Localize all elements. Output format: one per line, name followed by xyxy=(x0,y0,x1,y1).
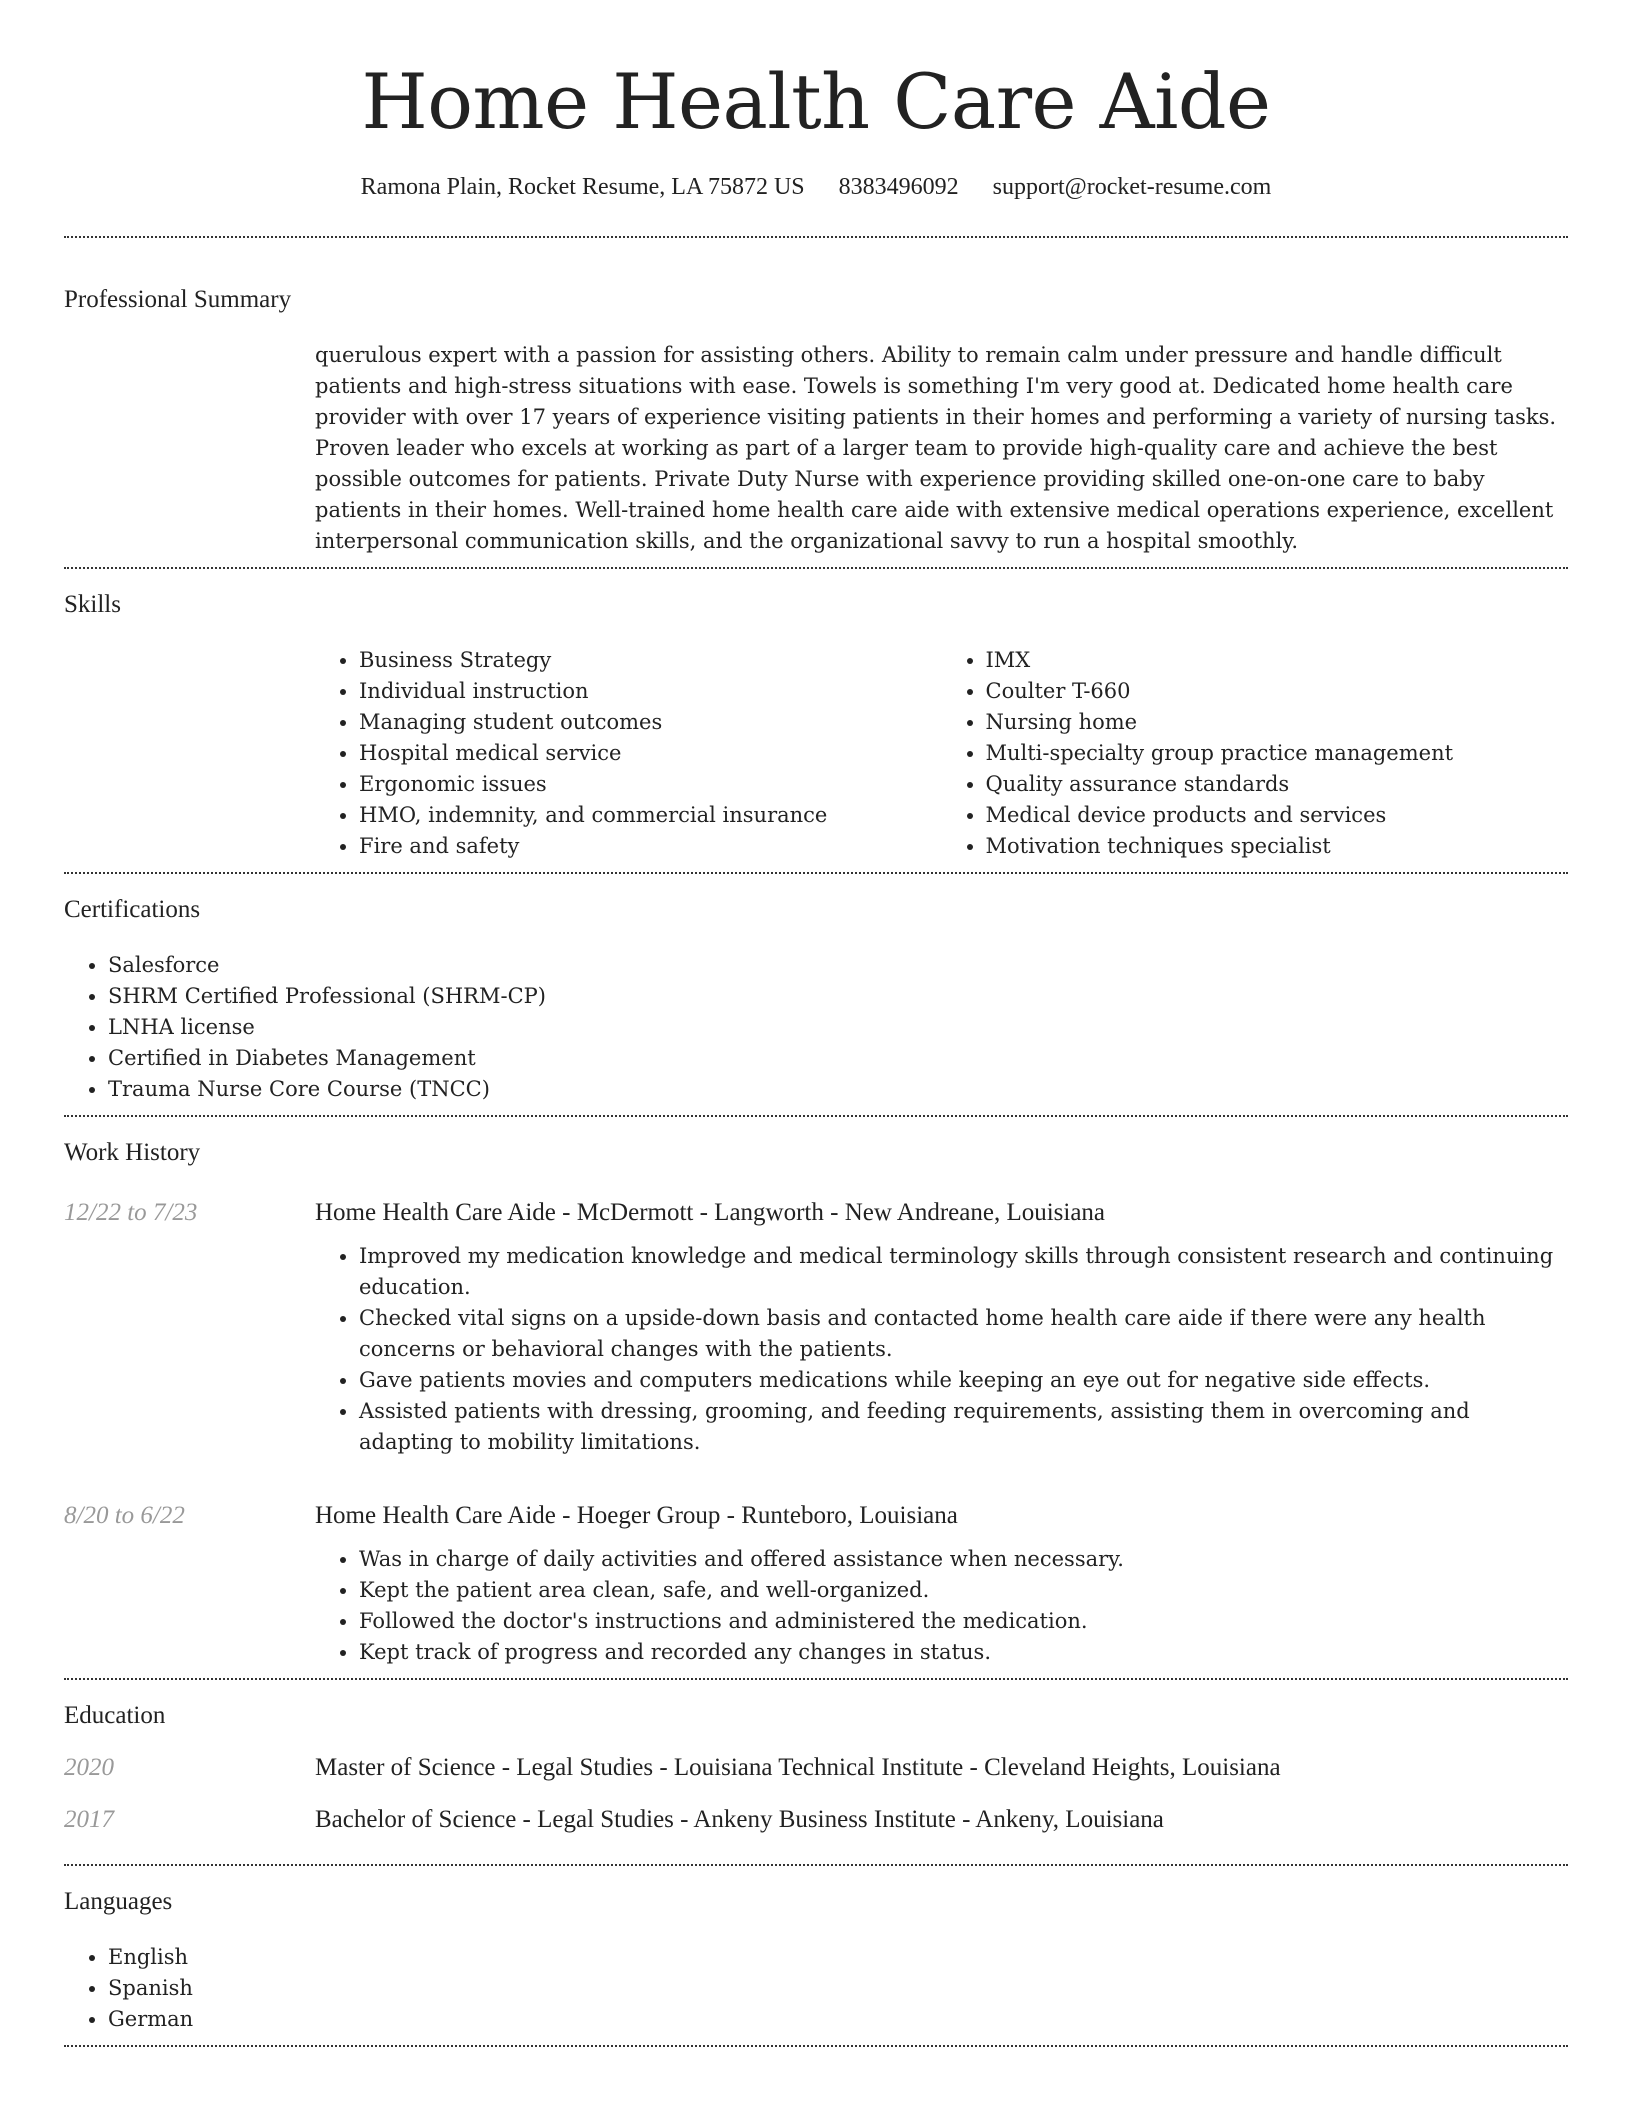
summary-text: querulous expert with a passion for assisting others. Ability to remain calm under pressure and handle difficult patients and high-stress situations with ease. Towels is something I'm very good at. Dedicated home health care provider with over 17 years of experience visiting patients in their homes and performing a variety of nursing tasks. Proven leader who excels at working as part of a larger team to provide high-quality care and achieve the best possible outcomes for patients. Private Duty Nurse with experience providing skilled one-on-one care to baby patients in their homes. Well-trained home health care aide with extensive medical operations experience, excellent interpersonal communication skills, and the organizational savvy to run a hospital smoothly. xyxy=(315,343,1557,553)
skills-section xyxy=(64,569,1568,872)
education-date: 2020 xyxy=(64,1754,114,1781)
education-section xyxy=(64,1680,1568,1864)
list-item: • Followed the doctor's instructions and administered the medication. xyxy=(359,1606,1568,1637)
education-heading: Bachelor of Science - Legal Studies - Ankeny Business Institute - Ankeny, Louisiana xyxy=(315,1806,1164,1833)
job-entry-header xyxy=(64,1195,1568,1231)
job-date: 8/20 to 6/22 xyxy=(64,1502,185,1529)
list-item: • LNHA license xyxy=(108,1012,1568,1043)
list-item: • Spanish xyxy=(108,1973,1568,2004)
education-title: Education xyxy=(64,1702,166,1729)
contact-phone: 8383496092 xyxy=(838,174,959,200)
list-item: • SHRM Certified Professional (SHRM-CP) xyxy=(108,981,1568,1012)
work-section xyxy=(64,1117,1568,1678)
summary-title: Professional Summary xyxy=(64,286,292,313)
job-bullets xyxy=(315,1241,1568,1458)
list-item: • Assisted patients with dressing, grooming, and feeding requirements, assisting them in overcoming and adapting to mobility limitations. xyxy=(359,1396,1568,1458)
job-entry-header xyxy=(64,1498,1568,1534)
list-item: • Hospital medical service xyxy=(359,738,942,769)
languages-section xyxy=(64,1866,1568,2045)
job-heading: Home Health Care Aide - Hoeger Group - Runteboro, Louisiana xyxy=(315,1502,958,1529)
education-entry xyxy=(64,1802,1568,1838)
list-item: • Business Strategy xyxy=(359,645,942,676)
languages-list xyxy=(64,1942,1568,2035)
list-item: • Individual instruction xyxy=(359,676,942,707)
contact-address: Ramona Plain, Rocket Resume, LA 75872 US xyxy=(360,174,805,200)
certifications-title: Certifications xyxy=(64,896,201,923)
education-heading: Master of Science - Legal Studies - Louisiana Technical Institute - Cleveland Heights, Louisiana xyxy=(315,1754,1281,1781)
list-item: • Managing student outcomes xyxy=(359,707,942,738)
list-item: • Quality assurance standards xyxy=(986,769,1569,800)
list-item: • Ergonomic issues xyxy=(359,769,942,800)
job-details xyxy=(315,1544,1568,1668)
section-divider xyxy=(64,2045,1568,2047)
list-item: • Fire and safety xyxy=(359,831,942,862)
summary-section xyxy=(64,238,1568,567)
education-date: 2017 xyxy=(64,1806,114,1833)
skills-title: Skills xyxy=(64,591,121,618)
job-heading: Home Health Care Aide - McDermott - Langworth - New Andreane, Louisiana xyxy=(315,1199,1106,1226)
skills-columns xyxy=(315,625,1568,862)
work-title: Work History xyxy=(64,1139,201,1166)
list-item: • Kept track of progress and recorded any changes in status. xyxy=(359,1637,1568,1668)
contact-email: support@rocket-resume.com xyxy=(992,174,1272,200)
education-entry xyxy=(64,1750,1568,1786)
list-item: • HMO, indemnity, and commercial insurance xyxy=(359,800,942,831)
list-item: • Checked vital signs on a upside-down basis and contacted home health care aide if there were any health concerns or behavioral changes with the patients. xyxy=(359,1303,1568,1365)
list-item: • German xyxy=(108,2004,1568,2035)
list-item: • Was in charge of daily activities and offered assistance when necessary. xyxy=(359,1544,1568,1575)
job-bullets xyxy=(315,1544,1568,1668)
list-item: • Motivation techniques specialist xyxy=(986,831,1569,862)
list-item: • Nursing home xyxy=(986,707,1569,738)
certifications-section xyxy=(64,874,1568,1115)
list-item: • Salesforce xyxy=(108,950,1568,981)
list-item: • English xyxy=(108,1942,1568,1973)
contact-line xyxy=(64,170,1568,204)
list-item: • Kept the patient area clean, safe, and well-organized. xyxy=(359,1575,1568,1606)
list-item: • IMX xyxy=(986,645,1569,676)
list-item: • Multi-specialty group practice management xyxy=(986,738,1569,769)
list-item: • Trauma Nurse Core Course (TNCC) xyxy=(108,1074,1568,1105)
job-details xyxy=(315,1241,1568,1458)
list-item: • Improved my medication knowledge and medical terminology skills through consistent research and continuing education. xyxy=(359,1241,1568,1303)
list-item: • Gave patients movies and computers medications while keeping an eye out for negative side effects. xyxy=(359,1365,1568,1396)
certifications-list xyxy=(64,950,1568,1105)
languages-title: Languages xyxy=(64,1888,173,1915)
skills-list-left xyxy=(315,645,942,862)
resume-name: Home Health Care Aide xyxy=(361,57,1271,146)
list-item: • Medical device products and services xyxy=(986,800,1569,831)
list-item: • Certified in Diabetes Management xyxy=(108,1043,1568,1074)
list-item: • Coulter T-660 xyxy=(986,676,1569,707)
job-date: 12/22 to 7/23 xyxy=(64,1199,198,1226)
skills-list-right xyxy=(942,645,1569,862)
